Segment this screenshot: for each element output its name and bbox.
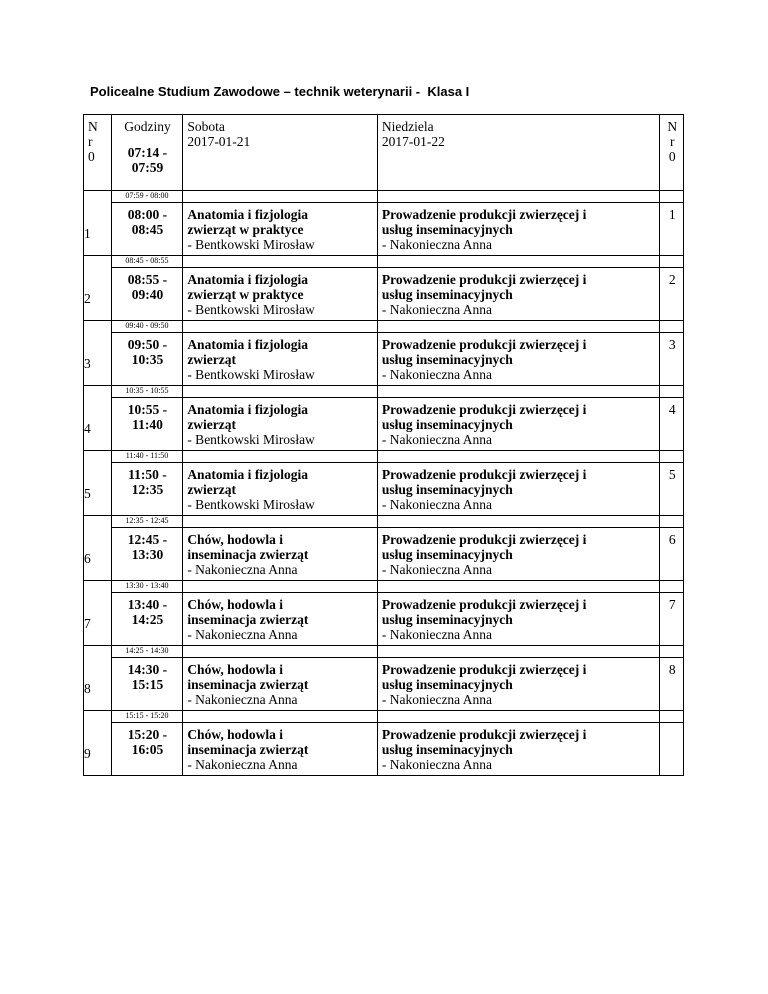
lesson-time: 15:20 - 16:05: [111, 723, 183, 776]
lesson-row: [84, 528, 684, 581]
page-title: Policealne Studium Zawodowe – technik weterynarii - Klasa I: [90, 84, 470, 99]
subject: inseminacja zwierząt: [187, 742, 309, 757]
subject: zwierząt: [187, 482, 237, 497]
break-row: [84, 191, 684, 203]
sunday-lesson: [377, 463, 660, 516]
lesson-number-right: 4: [660, 398, 684, 451]
teacher: - Bentkowski Mirosław: [187, 367, 315, 382]
break-row: [84, 386, 684, 398]
subject: Prowadzenie produkcji zwierzęcej i: [381, 727, 587, 742]
header-row: [84, 115, 684, 191]
saturday-lesson: [183, 268, 378, 321]
niedziela-day: Niedziela: [381, 119, 434, 134]
break-cell: [183, 386, 378, 398]
break-time: 14:25 - 14:30: [111, 646, 183, 658]
subject: Prowadzenie produkcji zwierzęcej i: [381, 402, 587, 417]
subject: zwierząt: [187, 417, 237, 432]
niedziela-date: 2017-01-22: [381, 134, 445, 149]
lesson-time: 13:40 - 14:25: [111, 593, 183, 646]
teacher: - Nakonieczna Anna: [381, 237, 493, 252]
break-nr-cell: [84, 386, 112, 451]
break-cell: [183, 256, 378, 268]
break-cell: [377, 516, 660, 528]
teacher: - Nakonieczna Anna: [187, 627, 298, 642]
lesson-row: [84, 658, 684, 711]
subject: usług inseminacyjnych: [381, 417, 513, 432]
break-cell: [377, 191, 660, 203]
header-nr-char: 0: [668, 149, 676, 164]
lesson-number-right: [660, 723, 684, 776]
sunday-lesson: [377, 658, 660, 711]
break-time: 13:30 - 13:40: [111, 581, 183, 593]
saturday-lesson: [183, 398, 378, 451]
sunday-lesson: [377, 333, 660, 386]
break-time: 08:45 - 08:55: [111, 256, 183, 268]
break-cell: [377, 386, 660, 398]
break-time: 09:40 - 09:50: [111, 321, 183, 333]
lesson-number: 8: [84, 680, 91, 696]
teacher: - Nakonieczna Anna: [381, 692, 493, 707]
lesson-time: 08:55 - 09:40: [111, 268, 183, 321]
teacher: - Nakonieczna Anna: [187, 757, 298, 772]
break-time: 12:35 - 12:45: [111, 516, 183, 528]
subject: zwierząt: [187, 352, 237, 367]
break-nr-cell: [84, 256, 112, 321]
break-time: 07:59 - 08:00: [111, 191, 183, 203]
header-nr-char: 0: [88, 149, 95, 164]
teacher: - Nakonieczna Anna: [381, 497, 493, 512]
break-nr-cell: [84, 321, 112, 386]
subject: usług inseminacyjnych: [381, 547, 513, 562]
subject: Chów, hodowla i: [187, 662, 283, 677]
teacher: - Nakonieczna Anna: [381, 432, 493, 447]
lesson-row: [84, 333, 684, 386]
teacher: - Bentkowski Mirosław: [187, 432, 315, 447]
lesson-time: 12:45 - 13:30: [111, 528, 183, 581]
header-godziny: [111, 115, 183, 191]
break-cell: [660, 256, 684, 268]
header-nr-right: [660, 115, 684, 191]
break-row: [84, 321, 684, 333]
subject: Prowadzenie produkcji zwierzęcej i: [381, 597, 587, 612]
header-nr-char: N: [88, 119, 98, 134]
subject: Chów, hodowla i: [187, 727, 283, 742]
teacher: - Nakonieczna Anna: [381, 302, 493, 317]
subject: inseminacja zwierząt: [187, 547, 309, 562]
break-nr-cell: [84, 451, 112, 516]
subject: usług inseminacyjnych: [381, 677, 513, 692]
sunday-lesson: [377, 528, 660, 581]
break-nr-cell: [84, 581, 112, 646]
schedule-table: [83, 114, 684, 776]
subject: usług inseminacyjnych: [381, 222, 513, 237]
subject: Anatomia i fizjologia: [187, 337, 309, 352]
break-row: [84, 581, 684, 593]
subject: Chów, hodowla i: [187, 597, 283, 612]
subject: Anatomia i fizjologia: [187, 272, 309, 287]
lesson-row: [84, 268, 684, 321]
teacher: - Bentkowski Mirosław: [187, 237, 315, 252]
sunday-lesson: [377, 268, 660, 321]
break-cell: [660, 321, 684, 333]
break-nr-cell: [84, 516, 112, 581]
teacher: - Nakonieczna Anna: [381, 627, 493, 642]
first-time: 07:14 - 07:59: [127, 145, 168, 175]
lesson-row: [84, 398, 684, 451]
lesson-time: 09:50 - 10:35: [111, 333, 183, 386]
break-row: [84, 646, 684, 658]
header-nr-char: r: [669, 134, 675, 149]
teacher: - Nakonieczna Anna: [187, 692, 298, 707]
lesson-time: 14:30 - 15:15: [111, 658, 183, 711]
header-nr-char: N: [667, 119, 678, 134]
subject: Prowadzenie produkcji zwierzęcej i: [381, 207, 587, 222]
header-nr-char: r: [88, 134, 93, 149]
subject: usług inseminacyjnych: [381, 612, 513, 627]
lesson-time: 10:55 - 11:40: [111, 398, 183, 451]
sunday-lesson: [377, 723, 660, 776]
teacher: - Nakonieczna Anna: [187, 562, 298, 577]
lesson-number: 2: [84, 290, 91, 306]
break-row: [84, 451, 684, 463]
sobota-day: Sobota: [187, 119, 225, 134]
break-nr-cell: [84, 711, 112, 776]
break-nr-cell: [84, 646, 112, 711]
break-cell: [377, 646, 660, 658]
subject: zwierząt w praktyce: [187, 287, 304, 302]
lesson-number: 9: [84, 745, 91, 761]
subject: usług inseminacyjnych: [381, 352, 513, 367]
subject: Chów, hodowla i: [187, 532, 283, 547]
teacher: - Bentkowski Mirosław: [187, 302, 315, 317]
lesson-number: 6: [84, 550, 91, 566]
break-cell: [183, 516, 378, 528]
lesson-number: 3: [84, 355, 91, 371]
subject: Prowadzenie produkcji zwierzęcej i: [381, 532, 587, 547]
break-cell: [660, 386, 684, 398]
break-cell: [660, 581, 684, 593]
lesson-number-right: 6: [660, 528, 684, 581]
subject: Anatomia i fizjologia: [187, 402, 309, 417]
break-cell: [377, 451, 660, 463]
subject: inseminacja zwierząt: [187, 677, 309, 692]
teacher: - Nakonieczna Anna: [381, 367, 493, 382]
saturday-lesson: [183, 463, 378, 516]
break-cell: [660, 451, 684, 463]
subject: usług inseminacyjnych: [381, 742, 513, 757]
header-sobota: [183, 115, 378, 191]
teacher: - Nakonieczna Anna: [381, 562, 493, 577]
subject: Prowadzenie produkcji zwierzęcej i: [381, 467, 587, 482]
break-cell: [377, 321, 660, 333]
break-cell: [183, 711, 378, 723]
break-row: [84, 711, 684, 723]
saturday-lesson: [183, 203, 378, 256]
break-cell: [183, 321, 378, 333]
break-nr-cell: [84, 191, 112, 256]
subject: Prowadzenie produkcji zwierzęcej i: [381, 662, 587, 677]
lesson-number-right: 3: [660, 333, 684, 386]
break-row: [84, 516, 684, 528]
subject: Anatomia i fizjologia: [187, 467, 309, 482]
break-cell: [377, 581, 660, 593]
lesson-time: 08:00 - 08:45: [111, 203, 183, 256]
break-time: 11:40 - 11:50: [111, 451, 183, 463]
break-row: [84, 256, 684, 268]
header-niedziela: [377, 115, 660, 191]
lesson-number-right: 5: [660, 463, 684, 516]
sobota-date: 2017-01-21: [187, 134, 251, 149]
subject: Anatomia i fizjologia: [187, 207, 309, 222]
saturday-lesson: [183, 593, 378, 646]
subject: usług inseminacyjnych: [381, 287, 513, 302]
subject: zwierząt w praktyce: [187, 222, 304, 237]
sunday-lesson: [377, 203, 660, 256]
lesson-number: 7: [84, 615, 91, 631]
saturday-lesson: [183, 528, 378, 581]
lesson-row: [84, 463, 684, 516]
lesson-number-right: 8: [660, 658, 684, 711]
break-cell: [660, 516, 684, 528]
subject: Prowadzenie produkcji zwierzęcej i: [381, 337, 587, 352]
saturday-lesson: [183, 658, 378, 711]
subject: usług inseminacyjnych: [381, 482, 513, 497]
sunday-lesson: [377, 398, 660, 451]
lesson-number-right: 1: [660, 203, 684, 256]
godziny-label: Godziny: [124, 119, 171, 134]
break-cell: [183, 581, 378, 593]
lesson-number: 5: [84, 485, 91, 501]
saturday-lesson: [183, 723, 378, 776]
teacher: - Nakonieczna Anna: [381, 757, 493, 772]
lesson-number: 4: [84, 420, 91, 436]
lesson-row: [84, 723, 684, 776]
lesson-row: [84, 203, 684, 256]
saturday-lesson: [183, 333, 378, 386]
break-cell: [183, 451, 378, 463]
header-nr: [84, 115, 112, 191]
subject: Prowadzenie produkcji zwierzęcej i: [381, 272, 587, 287]
lesson-number-right: 7: [660, 593, 684, 646]
break-cell: [377, 711, 660, 723]
teacher: - Bentkowski Mirosław: [187, 497, 315, 512]
break-cell: [377, 256, 660, 268]
break-time: 15:15 - 15:20: [111, 711, 183, 723]
break-cell: [183, 646, 378, 658]
lesson-row: [84, 593, 684, 646]
lesson-number-right: 2: [660, 268, 684, 321]
subject: inseminacja zwierząt: [187, 612, 309, 627]
lesson-time: 11:50 - 12:35: [111, 463, 183, 516]
break-cell: [183, 191, 378, 203]
sunday-lesson: [377, 593, 660, 646]
break-time: 10:35 - 10:55: [111, 386, 183, 398]
break-cell: [660, 191, 684, 203]
break-cell: [660, 646, 684, 658]
break-cell: [660, 711, 684, 723]
lesson-number: 1: [84, 225, 91, 241]
